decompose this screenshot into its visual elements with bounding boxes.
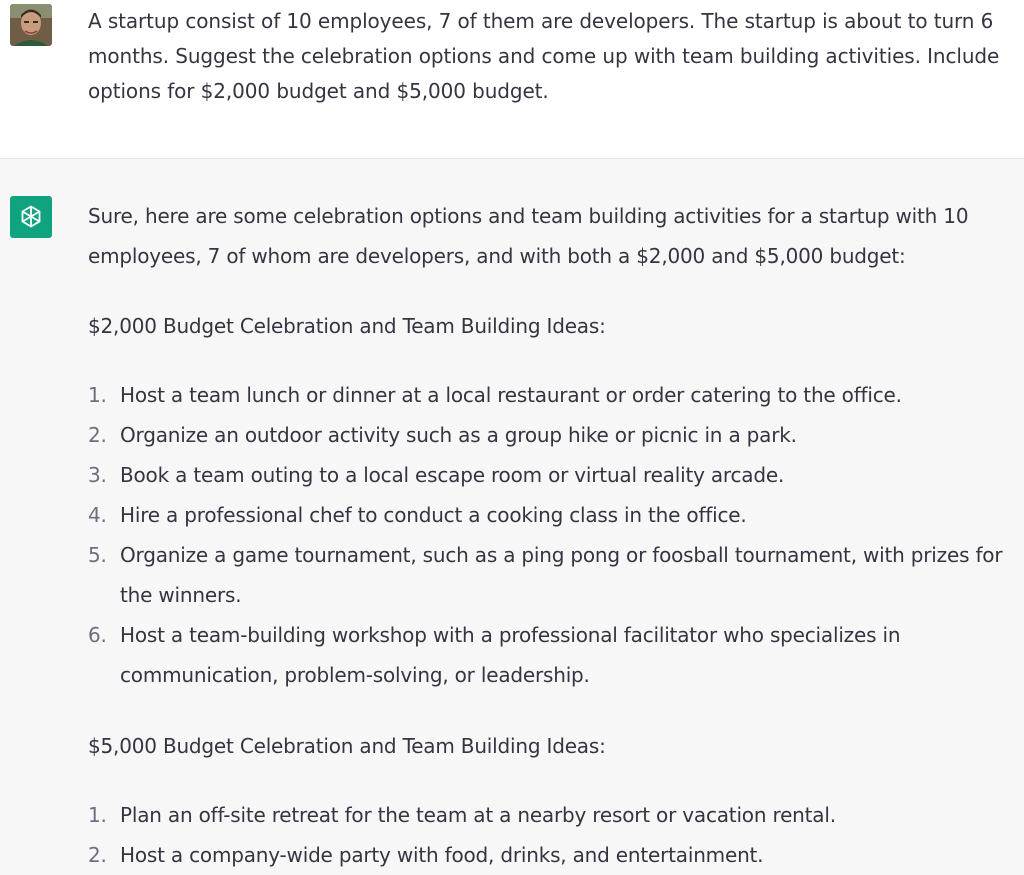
- list-5000: [88, 795, 1003, 875]
- list-number: 1.: [88, 803, 107, 827]
- user-avatar-photo: [10, 4, 52, 46]
- list-item: [88, 615, 1003, 695]
- list-item-text: Host a team lunch or dinner at a local restaurant or order catering to the office.: [120, 383, 902, 407]
- openai-logo-icon: [17, 203, 45, 231]
- list-number: 2.: [88, 843, 107, 867]
- list-item: [88, 495, 1003, 535]
- assistant-intro: Sure, here are some celebration options and team building activities for a startup with 10 employees, 7 of whom are developers, and with both a $2,000 and $5,000 budget:: [88, 204, 969, 268]
- list-item-text: Organize a game tournament, such as a ping pong or foosball tournament, with prizes for the winners.: [120, 543, 1003, 607]
- list-item: [88, 535, 1003, 615]
- list-number: 1.: [88, 383, 107, 407]
- list-number: 5.: [88, 543, 107, 567]
- list-item: [88, 835, 1003, 875]
- list-number: 6.: [88, 623, 107, 647]
- user-message-text: A startup consist of 10 employees, 7 of them are developers. The startup is about to turn 6 months. Suggest the celebration options and come up with team building activities. Include options for $2,000 budget and $5,000 budget.: [88, 9, 1000, 103]
- assistant-avatar: [10, 196, 52, 238]
- user-avatar: [10, 4, 52, 46]
- section-heading-2000: $2,000 Budget Celebration and Team Building Ideas:: [88, 314, 606, 338]
- list-item-text: Hire a professional chef to conduct a cooking class in the office.: [120, 503, 747, 527]
- list-item-text: Organize an outdoor activity such as a group hike or picnic in a park.: [120, 423, 797, 447]
- list-item-text: Plan an off-site retreat for the team at a nearby resort or vacation rental.: [120, 803, 836, 827]
- list-item-text: Host a company-wide party with food, drinks, and entertainment.: [120, 843, 764, 867]
- list-number: 2.: [88, 423, 107, 447]
- list-item-text: Host a team-building workshop with a professional facilitator who specializes in communication, problem-solving, or leadership.: [120, 623, 901, 687]
- list-number: 3.: [88, 463, 107, 487]
- list-item: [88, 375, 1003, 415]
- list-number: 4.: [88, 503, 107, 527]
- list-2000: [88, 375, 1003, 695]
- list-item: [88, 415, 1003, 455]
- list-item: [88, 455, 1003, 495]
- list-item-text: Book a team outing to a local escape room or virtual reality arcade.: [120, 463, 785, 487]
- user-message: [0, 0, 1024, 159]
- section-heading-5000: $5,000 Budget Celebration and Team Building Ideas:: [88, 734, 606, 758]
- list-item: [88, 795, 1003, 835]
- assistant-message: [0, 159, 1024, 875]
